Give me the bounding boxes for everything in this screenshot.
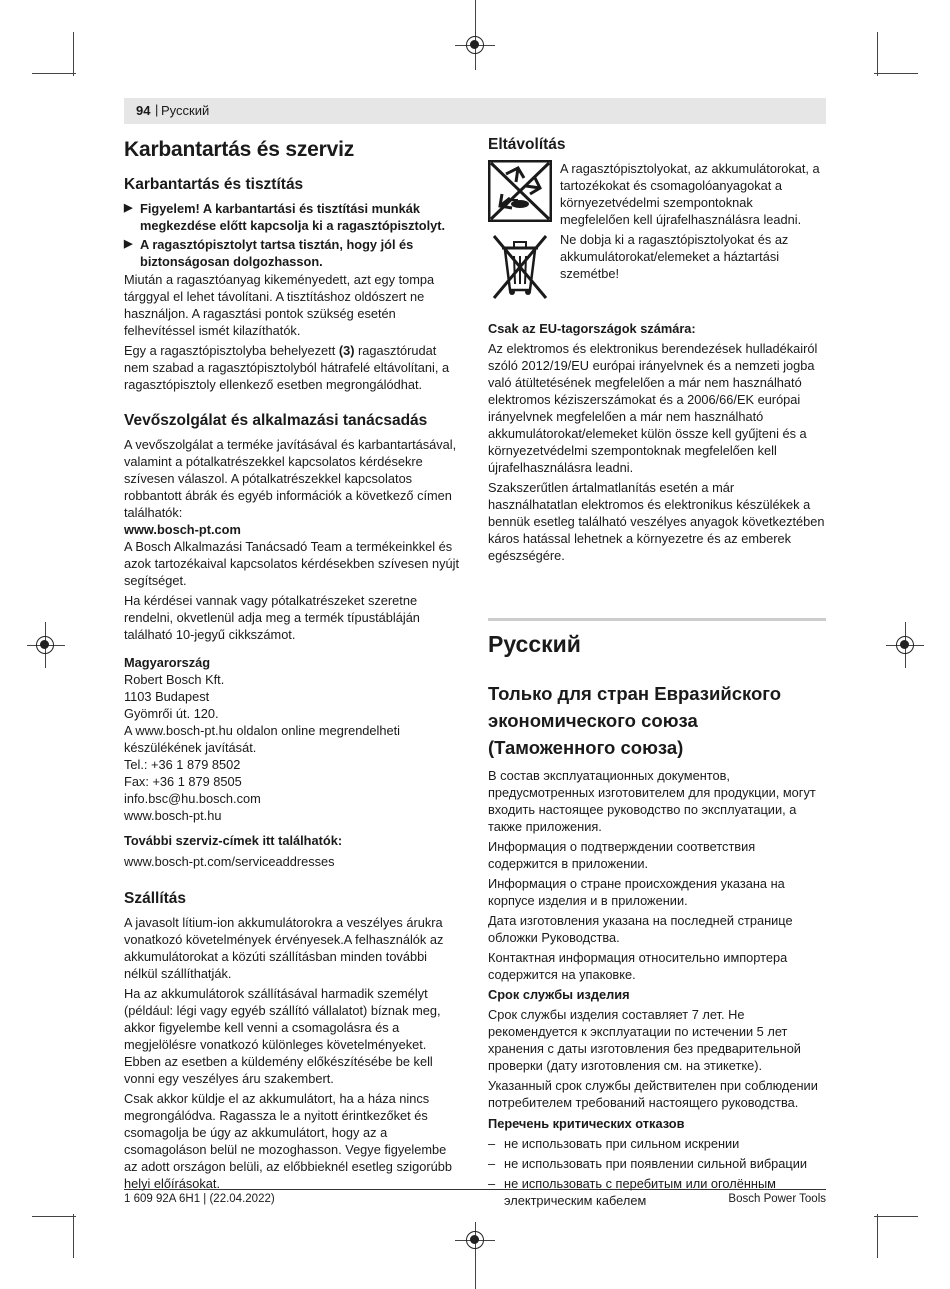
warning-item: ▶ Figyelem! A karbantartási és tisztítási munkák megkezdése előtt kapcsolja ki a ragasztópisztolyt. <box>124 201 446 233</box>
address-line[interactable]: www.bosch-pt.hu <box>124 808 222 823</box>
left-column <box>124 130 462 1195</box>
crop-mark <box>877 1214 878 1258</box>
service-paragraph: A Bosch Alkalmazási Tanácsadó Team a termékeinkkel és azok tartozékaival kapcsolatos kérdésekben szívesen nyújt segítséget. <box>124 539 460 588</box>
crossed-bin-icon <box>488 230 552 302</box>
page-number: 94 <box>136 103 151 118</box>
more-addresses-heading: További szerviz-címek itt találhatók: <box>124 833 343 848</box>
address-country: Magyarország <box>124 655 211 670</box>
service-paragraph: A vevőszolgálat a terméke javításával és karbantartásával, valamint a pótalkatrészekkel kapcsolatos kérdésekre szívesen válaszol. A pótalkatrészekkel kapcsolatos robbantott ábrák és egyéb információk a következő címen találhatók: <box>124 437 457 520</box>
maintenance-paragraph: Miután a ragasztóanyag kikeményedett, azt egy tompa tárggyal el lehet távolítani. A tisztításhoz oldószert ne használjon. A ragasztási pontok szükség esetén felhevítéssel ismét kilazíthatók. <box>124 272 435 338</box>
list-item: – не использовать при сильном искрении <box>488 1136 740 1151</box>
address-line: 1103 Budapest <box>124 689 210 704</box>
registration-line <box>475 0 476 70</box>
service-url[interactable]: www.bosch-pt.com <box>124 522 241 537</box>
crop-mark <box>73 1214 74 1258</box>
eu-heading: Csak az EU-tagországok számára: <box>488 321 696 336</box>
recycle-disposal-icon <box>488 160 552 222</box>
registration-mark-icon <box>36 636 54 654</box>
russian-title: Русский <box>488 631 581 657</box>
crop-mark <box>32 73 76 74</box>
crop-mark <box>73 32 74 76</box>
service-paragraph: Ha kérdései vannak vagy pótalkatrészeket szeretne rendelni, okvetlenül adja meg a termék típustábláján található 10-jegyű cikkszámot. <box>124 593 420 642</box>
disposal-paragraph: Ne dobja ki a ragasztópisztolyokat és az akkumulátorokat/elemeket a háztartási szemétbe! <box>560 232 789 281</box>
life-heading: Срок службы изделия <box>488 987 630 1002</box>
registration-mark-icon <box>466 36 484 54</box>
section-title: Karbantartás és szerviz <box>124 138 355 161</box>
crop-mark <box>877 32 878 76</box>
page-header <box>124 98 826 124</box>
address-line[interactable]: info.bsc@hu.bosch.com <box>124 791 261 806</box>
failures-heading: Перечень критических отказов <box>488 1116 685 1131</box>
service-heading: Vevőszolgálat és alkalmazási tanácsadás <box>124 412 428 429</box>
address-block <box>124 654 462 870</box>
arrow-icon: ▶ <box>124 202 133 214</box>
maintenance-paragraph: Egy a ragasztópisztolyba behelyezett (3) ragasztórudat nem szabad a ragasztópisztolyból hátrafelé eltávolítani, a ragasztópisztoly ellenkező esetben megrongálódhat. <box>124 343 450 392</box>
address-line: Gyömrői út. 120. <box>124 706 219 721</box>
section-divider <box>488 618 826 621</box>
right-column <box>488 130 826 1212</box>
maintenance-heading: Karbantartás és tisztítás <box>124 176 304 193</box>
address-line: Tel.: +36 1 879 8502 <box>124 757 241 772</box>
crop-mark <box>874 1216 918 1217</box>
registration-mark-icon <box>466 1231 484 1249</box>
life-paragraph: Указанный срок службы действителен при соблюдении потребителем требований настоящего руководства. <box>488 1078 818 1110</box>
russian-paragraph: Информация о подтверждении соответствия содержится в приложении. <box>488 839 756 871</box>
transport-heading: Szállítás <box>124 890 187 907</box>
registration-mark-icon <box>896 636 914 654</box>
header-language: Русский <box>161 103 210 118</box>
transport-paragraph: Csak akkor küldje el az akkumulátort, ha a háza nincs megrongálódva. Ragassza le a nyitott érintkezőket és csomagolja be úgy az akkumulátort, hogy az a csomagoláson belül ne mozoghasson. Vegye figyelembe az adott országon belüli, az előbbieknél esetleg szigorúbb helyi előírásokat. <box>124 1091 452 1191</box>
transport-paragraph: Ha az akkumulátorok szállításával harmadik személyt (például: légi vagy egyéb szállító vállalatot) bíznak meg, akkor figyelembe kell venni a csomagolásra és a megjelölésre vonatkozó különleges követelményeket. Ebben az esetben a küldemény előkészítésébe be kell vonni egy veszélyes áru szakembert. <box>124 986 441 1086</box>
disposal-heading: Eltávolítás <box>488 136 566 153</box>
russian-paragraph: В состав эксплуатационных документов, предусмотренных изготовителем для продукции, могут входить настоящее руководство по эксплуатации, а также приложения. <box>488 768 816 834</box>
arrow-icon: ▶ <box>124 238 133 250</box>
address-line: Robert Bosch Kft. <box>124 672 225 687</box>
crop-mark <box>874 73 918 74</box>
eu-paragraph: Az elektromos és elektronikus berendezések hulladékairól szóló 2012/19/EU európai irányelvnek és a nemzeti jogba való átültetésének megfelelően a már nem használható elektromos kéziszerszámokat és a 2006/66/EK európai irányelvnek megfelelően a már nem használható akkumulátorokat/elemeket külön össze kell gyűjteni és a környezetvédelmi szempontoknak megfelelően kell újrafelhasználásra leadni. <box>488 341 818 475</box>
transport-paragraph: A javasolt lítium-ion akkumulátorokra a veszélyes árukra vonatkozó követelmények érvényesek.A felhasználók az akkumulátorokat a közúti szállításban minden további nélkül szállíthatják. <box>124 915 444 981</box>
address-line: Fax: +36 1 879 8505 <box>124 774 242 789</box>
warning-item: ▶ A ragasztópisztolyt tartsa tisztán, hogy jól és biztonságosan dolgozhasson. <box>124 237 414 269</box>
disposal-block <box>488 160 826 310</box>
list-item: – не использовать при появлении сильной вибрации <box>488 1156 808 1171</box>
eu-paragraph: Szakszerűtlen ártalmatlanítás esetén a már használhatatlan elektromos és elektronikus készülékek a bennük esetleg található veszélyes anyagok következtében káros hatással lehetnek a környezetre és az emberek egészségére. <box>488 480 825 563</box>
russian-subheading: Только для стран Евразийского экономического союза (Таможенного союза) <box>488 683 782 758</box>
russian-paragraph: Дата изготовления указана на последней странице обложки Руководства. <box>488 913 793 945</box>
russian-paragraph: Контактная информация относительно импортера содержится на упаковке. <box>488 950 788 982</box>
russian-paragraph: Информация о стране происхождения указана на корпусе изделия и в приложении. <box>488 876 785 908</box>
life-paragraph: Срок службы изделия составляет 7 лет. Не рекомендуется к эксплуатации по истечении 5 лет хранения с даты изготовления без предварительной проверки (дату изготовления см. на этикетке). <box>488 1007 801 1073</box>
list-item: – не использовать с перебитым или оголённым электрическим кабелем <box>488 1176 776 1208</box>
header-separator: | <box>155 102 159 117</box>
disposal-paragraph: A ragasztópisztolyokat, az akkumulátorokat, a tartozékokat és csomagolóanyagokat a környezetvédelmi szempontoknak megfelelően kell újrafelhasználásra leadni. <box>560 161 820 227</box>
footer-doc-number: 1 609 92A 6H1 | (22.04.2022) <box>124 1193 275 1205</box>
more-addresses-url[interactable]: www.bosch-pt.com/serviceaddresses <box>124 854 335 869</box>
address-line: A www.bosch-pt.hu oldalon online megrendelheti készülékének javítását. <box>124 723 401 755</box>
crop-mark <box>32 1216 76 1217</box>
footer-brand: Bosch Power Tools <box>728 1193 826 1205</box>
